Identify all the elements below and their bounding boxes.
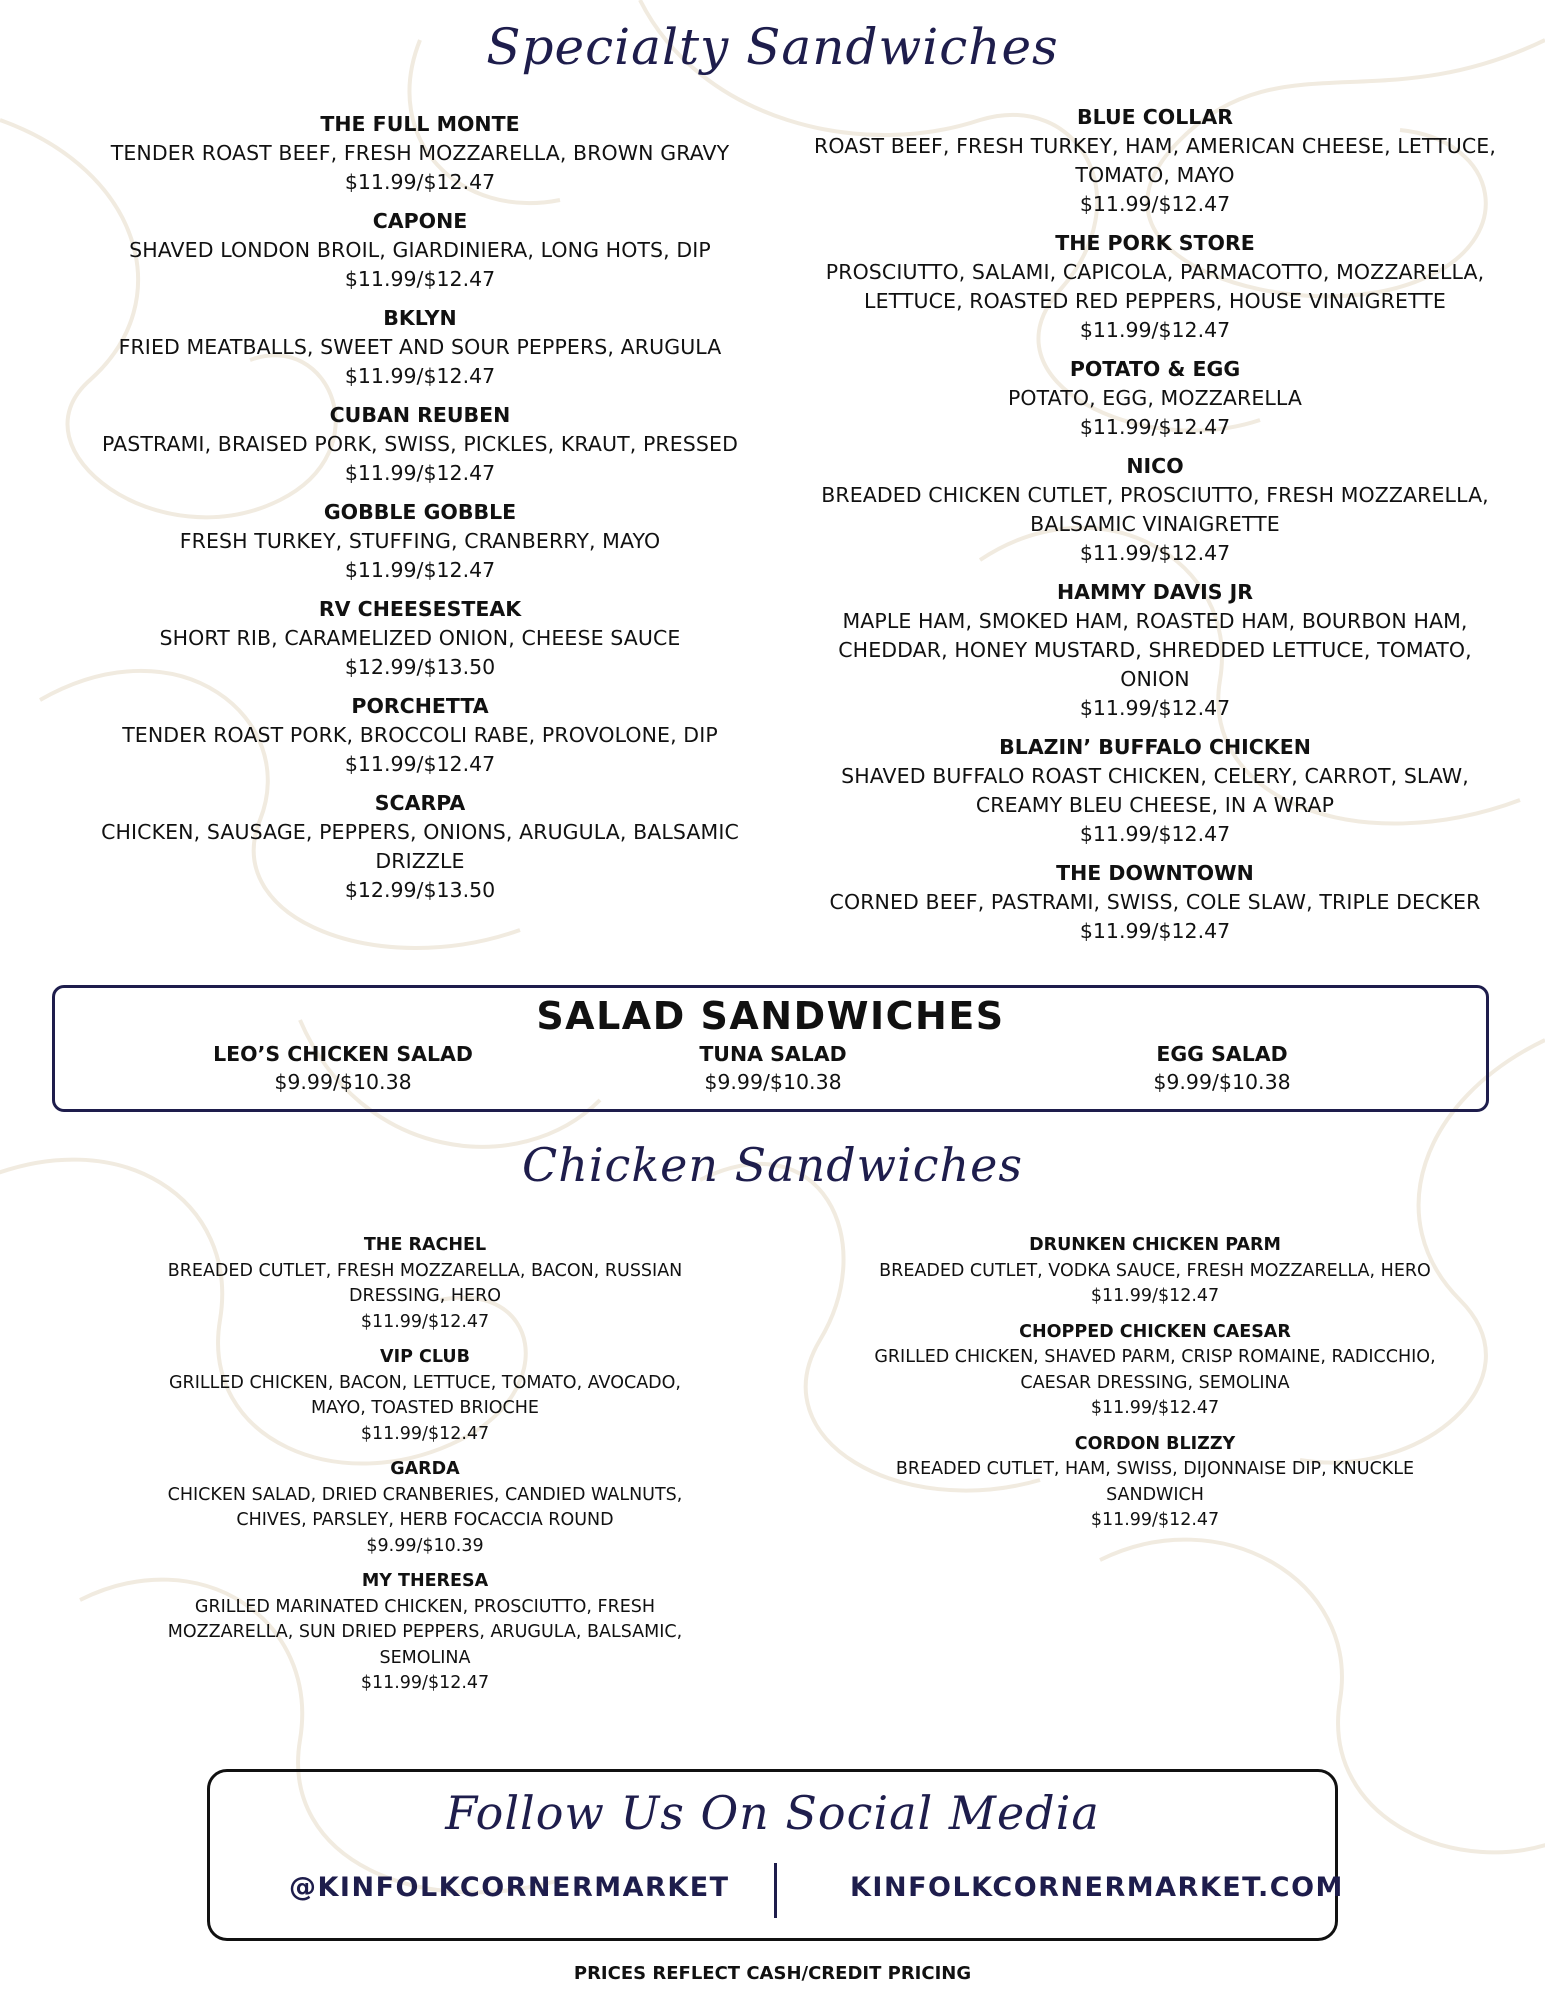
item-price: $11.99/$12.47 [1079, 192, 1231, 216]
item-description: BREADED CHICKEN CUTLET, PROSCIUTTO, FRESH MOZZARELLA, BALSAMIC VINAIGRETTE [821, 483, 1489, 536]
item-price: $11.99/$12.47 [360, 1673, 490, 1693]
menu-item [90, 789, 750, 905]
item-description: TENDER ROAST BEEF, FRESH MOZZARELLA, BROWN GRAVY [110, 141, 730, 165]
item-description: POTATO, EGG, MOZZARELLA [1007, 386, 1303, 410]
item-description: TENDER ROAST PORK, BROCCOLI RABE, PROVOLONE, DIP [122, 723, 718, 747]
social-media-box [207, 1769, 1344, 1941]
item-name: SCARPA [374, 791, 466, 815]
social-media-title: Follow Us On Social Media [445, 1786, 1100, 1840]
menu-item [90, 304, 750, 391]
specialty-sandwiches-title: Specialty Sandwiches [486, 18, 1059, 76]
item-name: RV CHEESESTEAK [318, 597, 522, 621]
salad-item-tuna-salad [573, 1040, 973, 1096]
item-name: CAPONE [372, 209, 468, 233]
item-name: THE RACHEL [363, 1235, 487, 1255]
menu-item [140, 1345, 710, 1447]
menu-item [805, 103, 1505, 219]
item-name: HAMMY DAVIS JR [1056, 580, 1254, 604]
item-description: PASTRAMI, BRAISED PORK, SWISS, PICKLES, KRAUT, PRESSED [102, 432, 738, 456]
menu-item [805, 733, 1505, 849]
item-name: GARDA [390, 1459, 460, 1479]
salad-sandwiches-heading: SALAD SANDWICHES [536, 994, 1005, 1038]
item-name: CUBAN REUBEN [329, 403, 511, 427]
item-description: SHAVED BUFFALO ROAST CHICKEN, CELERY, CARROT, SLAW, CREAMY BLEU CHEESE, IN A WRAP [841, 764, 1469, 817]
item-price: $11.99/$12.47 [1090, 1286, 1220, 1306]
item-description: FRESH TURKEY, STUFFING, CRANBERRY, MAYO [179, 529, 661, 553]
menu-item [805, 859, 1505, 946]
menu-item [805, 229, 1505, 345]
item-description: BREADED CUTLET, VODKA SAUCE, FRESH MOZZARELLA, HERO [879, 1260, 1431, 1281]
item-price: $12.99/$13.50 [344, 655, 496, 679]
item-description: PROSCIUTTO, SALAMI, CAPICOLA, PARMACOTTO, MOZZARELLA, LETTUCE, ROASTED RED PEPPERS, HOUSE VINAIGRETTE [825, 260, 1485, 313]
item-price: $11.99/$12.47 [1079, 696, 1231, 720]
menu-item [90, 498, 750, 585]
instagram-handle-link[interactable]: @KINFOLKCORNERMARKET [289, 1872, 730, 1903]
item-price: $11.99/$12.47 [360, 1423, 490, 1444]
salad-item-egg-salad [1022, 1040, 1422, 1096]
menu-item [90, 692, 750, 779]
salad-item-leos-chicken-salad [143, 1040, 543, 1096]
item-price: $11.99/$12.47 [344, 170, 496, 194]
item-name: THE DOWNTOWN [1056, 861, 1254, 885]
salad-sandwiches-box [52, 985, 1489, 1112]
item-price: $9.99/$10.38 [274, 1070, 412, 1094]
item-name: BLAZIN’ BUFFALO CHICKEN [999, 735, 1311, 759]
item-name: POTATO & EGG [1069, 357, 1241, 381]
item-description: BREADED CUTLET, HAM, SWISS, DIJONNAISE DIP, KNUCKLE SANDWICH [895, 1459, 1415, 1505]
item-name: GOBBLE GOBBLE [323, 500, 517, 524]
item-price: $11.99/$12.47 [344, 461, 496, 485]
menu-item [805, 355, 1505, 442]
social-divider [774, 1863, 777, 1918]
menu-item [90, 207, 750, 294]
item-name: CHOPPED CHICKEN CAESAR [1019, 1321, 1291, 1342]
menu-item [140, 1457, 710, 1559]
pricing-note: PRICES REFLECT CASH/CREDIT PRICING [573, 1963, 972, 1984]
item-price: $11.99/$12.47 [344, 558, 496, 582]
chicken-right-column [845, 1233, 1465, 1544]
item-description: ROAST BEEF, FRESH TURKEY, HAM, AMERICAN CHEESE, LETTUCE, TOMATO, MAYO [814, 134, 1496, 187]
item-price: $11.99/$12.47 [1079, 318, 1231, 342]
item-name: MY THERESA [361, 1571, 489, 1591]
menu-item [140, 1233, 710, 1335]
item-price: $11.99/$12.47 [1079, 822, 1231, 846]
menu-item [90, 110, 750, 197]
item-price: $11.99/$12.47 [1079, 541, 1231, 565]
specialty-right-column [805, 103, 1505, 956]
item-price: $11.99/$12.47 [360, 1311, 490, 1332]
menu-item [845, 1432, 1465, 1534]
item-price: $11.99/$12.47 [1090, 1510, 1220, 1530]
item-description: BREADED CUTLET, FRESH MOZZARELLA, BACON, RUSSIAN DRESSING, HERO [167, 1260, 683, 1306]
item-description: CHICKEN, SAUSAGE, PEPPERS, ONIONS, ARUGULA, BALSAMIC DRIZZLE [101, 820, 739, 873]
item-description: GRILLED CHICKEN, BACON, LETTUCE, TOMATO, AVOCADO, MAYO, TOASTED BRIOCHE [168, 1372, 681, 1418]
item-description: SHORT RIB, CARAMELIZED ONION, CHEESE SAUCE [159, 626, 681, 650]
website-link[interactable]: KINFOLKCORNERMARKET.COM [850, 1872, 1344, 1903]
item-price: $12.99/$13.50 [344, 878, 496, 902]
menu-item [90, 401, 750, 488]
item-price: $11.99/$12.47 [1079, 415, 1231, 439]
item-name: BKLYN [383, 306, 457, 330]
chicken-left-column [140, 1233, 710, 1707]
menu-item [140, 1569, 710, 1697]
menu-item [845, 1233, 1465, 1310]
item-price: $11.99/$12.47 [344, 364, 496, 388]
menu-item [805, 578, 1505, 723]
item-price: $11.99/$12.47 [1079, 919, 1231, 943]
item-price: $11.99/$12.47 [344, 267, 496, 291]
item-name: NICO [1126, 454, 1184, 478]
specialty-left-column [90, 110, 750, 915]
item-name: LEO’S CHICKEN SALAD [213, 1042, 473, 1066]
menu-item [845, 1320, 1465, 1422]
item-name: DRUNKEN CHICKEN PARM [1029, 1235, 1281, 1255]
menu-item [805, 452, 1505, 568]
item-description: SHAVED LONDON BROIL, GIARDINIERA, LONG HOTS, DIP [129, 238, 711, 262]
item-price: $9.99/$10.38 [1153, 1070, 1291, 1094]
item-description: CORNED BEEF, PASTRAMI, SWISS, COLE SLAW, TRIPLE DECKER [829, 890, 1481, 914]
item-description: CHICKEN SALAD, DRIED CRANBERIES, CANDIED WALNUTS, CHIVES, PARSLEY, HERB FOCACCIA ROUND [167, 1484, 683, 1530]
item-name: EGG SALAD [1156, 1042, 1288, 1066]
item-description: GRILLED CHICKEN, SHAVED PARM, CRISP ROMAINE, RADICCHIO, CAESAR DRESSING, SEMOLINA [874, 1347, 1436, 1393]
item-description: GRILLED MARINATED CHICKEN, PROSCIUTTO, FRESH MOZZARELLA, SUN DRIED PEPPERS, ARUGULA, BALSAMIC, SEMOLINA [167, 1596, 683, 1668]
item-price: $9.99/$10.38 [704, 1070, 842, 1094]
item-description: FRIED MEATBALLS, SWEET AND SOUR PEPPERS, ARUGULA [118, 335, 722, 359]
item-name: BLUE COLLAR [1077, 105, 1233, 129]
item-description: MAPLE HAM, SMOKED HAM, ROASTED HAM, BOURBON HAM, CHEDDAR, HONEY MUSTARD, SHREDDED LETTUCE, TOMATO, ONION [838, 609, 1472, 691]
item-name: THE PORK STORE [1055, 231, 1255, 255]
item-name: VIP CLUB [380, 1347, 470, 1367]
item-price: $11.99/$12.47 [344, 752, 496, 776]
item-name: CORDON BLIZZY [1074, 1433, 1236, 1454]
item-name: THE FULL MONTE [320, 112, 520, 136]
menu-item [90, 595, 750, 682]
item-price: $11.99/$12.47 [1090, 1398, 1220, 1418]
chicken-sandwiches-title: Chicken Sandwiches [522, 1138, 1023, 1192]
item-name: TUNA SALAD [699, 1042, 847, 1066]
item-name: PORCHETTA [351, 694, 489, 718]
item-price: $9.99/$10.39 [366, 1535, 484, 1556]
